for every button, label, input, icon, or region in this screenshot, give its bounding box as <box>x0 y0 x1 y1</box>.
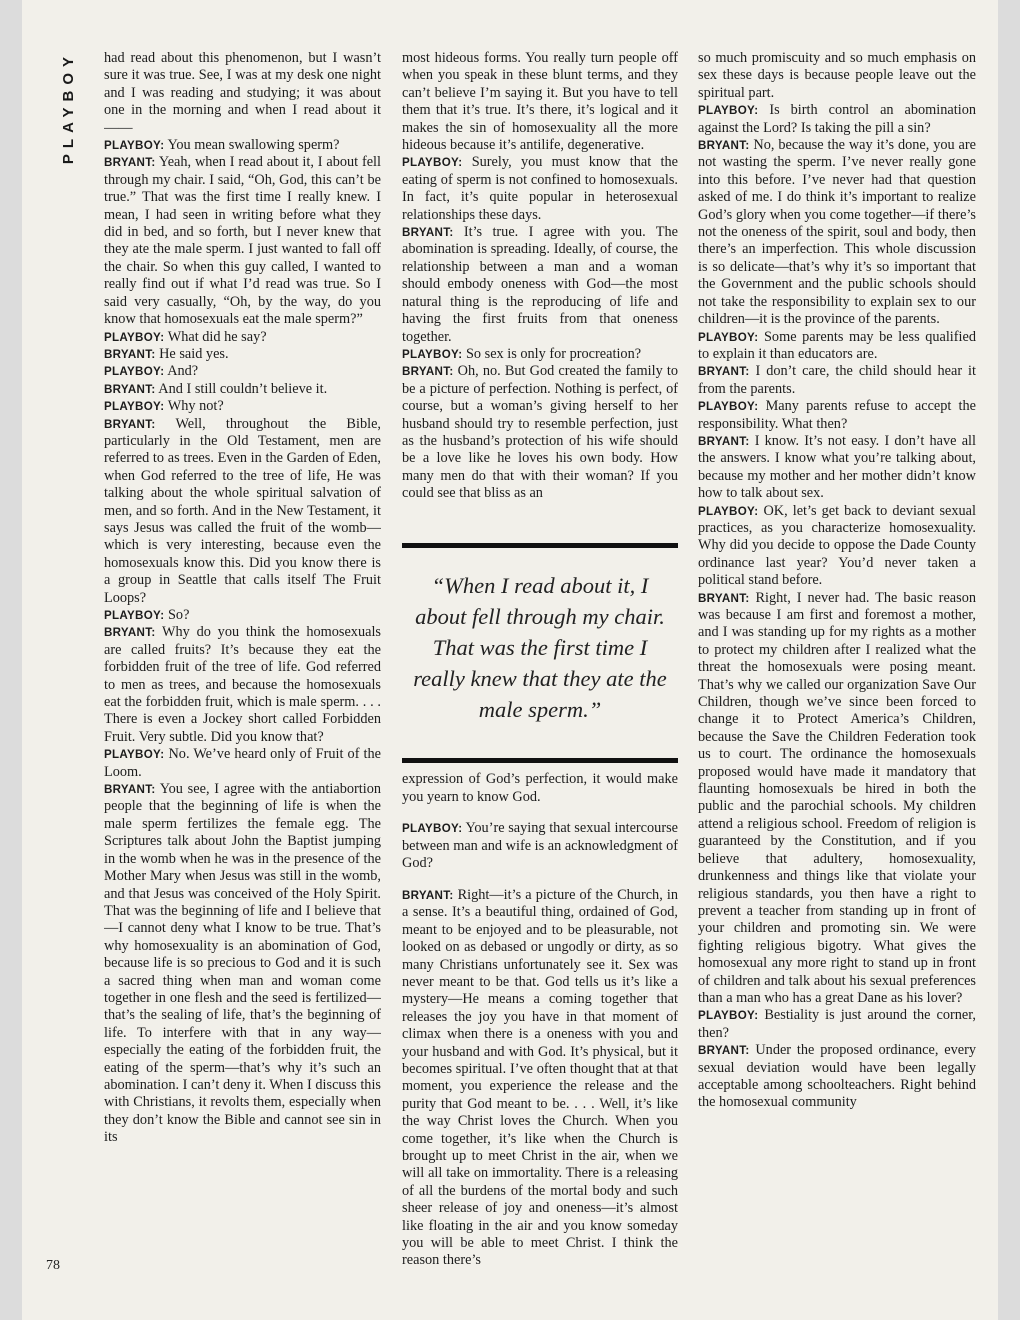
paragraph-text: Right—it’s a picture of the Church, in a sense. It’s a beautiful thing, ordained of God, meant to be enjoyed and to be pleasurable, not looked on as debased or ungodly or dirty, as so many Christians unfortunately see it. Sex was never meant to be that. God tells us it’s like a mystery—He means a coming together that releases the joy you have in that moment of climax when there is a oneness with you and your husband and with God. It’s physical, but it becomes spiritual. I’ve often thought that at that moment, you experience the release and the purity that God meant to be. . . . Well, it’s like the way Christ loves the Church. When you come together, it’s like when the Church is brought up to meet Christ in the air, when we will all take on immortality. There is a releasing of all the burdens of the mortal body and such sheer release of joy and oneness—it’s almost like floating in the air and you know someday you will be able to meet Christ. I think the reason there’s <box>402 886 678 1269</box>
speaker-label: PLAYBOY: <box>104 330 165 344</box>
interview-paragraph <box>104 381 381 398</box>
paragraph-text: Is birth control an abomination against the Lord? Is taking the pill a sin? <box>698 102 976 136</box>
pull-quote-text: “When I read about it, I about fell through my chair. That was the first time I really knew that they ate the male sperm.” <box>413 573 667 722</box>
interview-paragraph <box>698 503 976 590</box>
paragraph-text: Why not? <box>167 398 224 415</box>
paragraph-text: Yeah, when I read about it, I about fell through my chair. I said, “Oh, God, this can’t be true.” That was the first time I really knew. I mean, I had seen in writing before what they did in bed, and so forth, but I never knew that they ate the male sperm. I just wanted to fall off the chair. So when this guy called, I wanted to really find out if what I’d read was true. So I said very casually, “Oh, by the way, do you know that homosexuals eat the male sperm?” <box>104 154 381 328</box>
interview-paragraph <box>104 154 381 328</box>
speaker-label: PLAYBOY: <box>698 504 759 518</box>
speaker-label: PLAYBOY: <box>104 139 165 153</box>
interview-paragraph <box>402 363 678 502</box>
interview-paragraph <box>402 346 678 363</box>
paragraph-text: So sex is only for procreation? <box>465 345 642 362</box>
paragraph-text: I know. It’s not easy. I don’t have all the answers. I know what you’re talking about, because my mother and her mother didn’t know how to talk about sex. <box>698 432 976 502</box>
paragraph-text: OK, let’s get back to deviant sexual practices, as you characterize homosexuality. Why did you decide to oppose the Dade County ordinance last year? You’d never taken a political stand before. <box>698 502 976 589</box>
paragraph-text: Surely, you must know that the eating of sperm is not confined to homosexuals. In fact, it’s quite popular in heterosexual relationships these days. <box>402 154 678 223</box>
paragraph-text: He said yes. <box>159 345 229 362</box>
interview-paragraph <box>104 781 381 1147</box>
paragraph-text: expression of God’s perfection, it would make you yearn to know God. <box>402 771 678 805</box>
paragraph-text: Under the proposed ordinance, every sexual deviation would have been legally acceptable among schoolteachers. Right behind the homosexual community <box>698 1042 976 1111</box>
interview-paragraph <box>698 363 976 398</box>
interview-paragraph <box>104 363 381 380</box>
paragraph-text: No. We’ve heard only of Fruit of the Loom. <box>104 746 381 780</box>
interview-paragraph <box>402 224 678 346</box>
interview-paragraph <box>698 50 976 102</box>
paragraph-text: Some parents may be less qualified to explain it than educators are. <box>698 328 976 362</box>
page-number: 78 <box>46 1258 60 1273</box>
interview-paragraph <box>698 433 976 503</box>
paragraph-text: Many parents refuse to accept the responsibility. What then? <box>698 398 976 432</box>
speaker-label: PLAYBOY: <box>104 365 165 379</box>
masthead <box>56 42 82 172</box>
interview-paragraph <box>402 887 678 1270</box>
interview-paragraph <box>104 329 381 346</box>
paragraph-text: Oh, no. But God created the family to be a picture of perfection. Nothing is perfect, of course, but a woman’s giving herself to her husband should try to resemble perfection, just as the husband’s protection of his wife should be a love like he loves his own body. How many men do that with their woman? If you could see that bliss as an <box>402 363 678 502</box>
speaker-label: BRYANT: <box>104 417 156 431</box>
speaker-label: BRYANT: <box>402 226 454 240</box>
paragraph-text: Right, I never had. The basic reason was because I am first and foremost a mother, and I was standing up for my rights as a mother to protect my children after I realized what the threat the homosexuals were posing meant. That’s why we called our organization Save Our Children, though we’ve since been forced to change it to Protect America’s Children, because the Save the Children Federation took us to court. The ordinance the homosexuals proposed would have made it mandatory that flaunting homosexuals be hired in both the public and the parochial schools. My children attend a religious school. Freedom of religion is guaranteed by the Constitution, and if you believe that adultery, homosexuality, drunkenness and things like that violate your religious standards, you then have a right to prevent a teacher from standing up in front of your children and promoting sin. We were fighting religious bigotry. What gives the homosexual any more right to stand up in front of children and talk about his sexual preferences than a man who has a great Dane as his lover? <box>698 589 976 1006</box>
speaker-label: BRYANT: <box>698 139 750 153</box>
column-2-top <box>402 50 678 526</box>
speaker-label: BRYANT: <box>698 591 750 605</box>
paragraph-text: You see, I agree with the antiabortion people that the beginning of life is when the male sperm fertilizes the female egg. The Scriptures talk about John the Baptist jumping in the womb when he was in the presence of the Mother Mary when Jesus was still in the womb, and that Jesus was conceived of the Holy Spirit. That was the beginning of life and I believe that—I cannot deny what I know to be true. That’s why homosexuality is an abomination of God, because life is so precious to God and it is such a sacred thing when man and woman come together in one flesh and the seed is fertilized—that’s the sealing of life, that’s the beginning of life. To interfere with that in any way—especially the eating of the forbidden fruit, the eating of the sperm—that’s why it’s such an abomination. I can’t deny it. When I discuss this with Christians, it revolts them, especially when they don’t know the Bible and cannot see sin in its <box>104 781 381 1146</box>
column-1 <box>104 50 381 1280</box>
paragraph-text: most hideous forms. You really turn people off when you speak in these blunt terms, and they can’t believe I’m saying it. But you have to tell them that it’s true. It’s there, it’s logical and it makes the sin of homosexuality all the more hideous because it’s antilife, degenerative. <box>402 50 678 154</box>
interview-paragraph <box>698 398 976 433</box>
pull-quote <box>402 543 678 763</box>
paragraph-text: So? <box>167 607 190 623</box>
paragraph-text: Why do you think the homosexuals are called fruits? It’s because they eat the forbidden fruit of the tree of life. God referred to men as trees, and because the homosexuals eat the forbidden fruit, which is male sperm. . . . There is even a Jockey short called Forbidden Fruit. Very subtle. Did you know that? <box>104 624 381 745</box>
speaker-label: PLAYBOY: <box>698 1009 759 1023</box>
interview-paragraph <box>104 416 381 607</box>
speaker-label: PLAYBOY: <box>104 609 165 622</box>
interview-paragraph <box>698 1007 976 1042</box>
paragraph-text: What did he say? <box>167 328 267 345</box>
speaker-label: PLAYBOY: <box>698 104 759 118</box>
speaker-label: BRYANT: <box>698 365 750 379</box>
speaker-label: PLAYBOY: <box>402 822 463 836</box>
interview-paragraph <box>104 50 381 137</box>
speaker-label: BRYANT: <box>402 888 454 902</box>
speaker-label: BRYANT: <box>104 156 156 170</box>
interview-paragraph <box>104 607 381 624</box>
speaker-label: PLAYBOY: <box>104 400 165 414</box>
speaker-label: BRYANT: <box>698 1044 750 1058</box>
magazine-page <box>22 0 998 1320</box>
interview-paragraph <box>402 50 678 154</box>
interview-paragraph <box>402 820 678 872</box>
paragraph-text: It’s true. I agree with you. The abomination is spreading. Ideally, of course, the relationship between a man and a woman should embody oneness with God—the most natural thing is the reproducing of life and having the first fruits from that oneness together. <box>402 224 678 345</box>
speaker-label: BRYANT: <box>104 783 156 797</box>
speaker-label: PLAYBOY: <box>698 400 759 414</box>
paragraph-text: You’re saying that sexual intercourse between man and wife is an acknowledgment of God? <box>402 820 678 872</box>
speaker-label: PLAYBOY: <box>402 347 463 361</box>
interview-paragraph <box>104 746 381 781</box>
paragraph-text: You mean swallowing sperm? <box>167 137 340 154</box>
interview-paragraph <box>104 137 381 154</box>
speaker-label: BRYANT: <box>104 382 156 396</box>
interview-paragraph <box>104 398 381 415</box>
interview-paragraph <box>698 1042 976 1112</box>
paragraph-text: I don’t care, the child should hear it from the parents. <box>698 363 976 397</box>
column-2-bottom <box>402 757 678 1280</box>
interview-paragraph <box>698 137 976 328</box>
speaker-label: PLAYBOY: <box>698 330 759 344</box>
interview-paragraph <box>104 346 381 363</box>
interview-paragraph <box>698 102 976 137</box>
paragraph-text: Bestiality is just around the corner, then? <box>698 1007 976 1041</box>
interview-paragraph <box>402 154 678 224</box>
speaker-label: BRYANT: <box>104 626 156 640</box>
speaker-label: BRYANT: <box>402 365 454 379</box>
paragraph-text: so much promiscuity and so much emphasis on sex these days is because people leave out the spiritual part. <box>698 50 976 101</box>
paragraph-text: had read about this phenomenon, but I wasn’t sure it was true. See, I was at my desk one night and I was reading and studying; it was about one in the morning and when I read about it—— <box>104 50 381 136</box>
paragraph-text: And I still couldn’t believe it. <box>158 380 328 397</box>
paragraph-text: And? <box>167 363 199 380</box>
interview-paragraph <box>104 624 381 746</box>
paragraph-text: No, because the way it’s done, you are not wasting the sperm. I’ve never really gone into this before. I’ve never had that question asked of me. I do think it’s important to realize God’s glory when you come together—if there’s not the oneness of the spirit, soul and body, then there’s an imperfection. This whole discussion is so delicate—that’s why it’s so important that the Government and the public schools should not take the responsibility to explain sex to our children—it is the province of the parents. <box>698 137 976 328</box>
paragraph-text: Well, throughout the Bible, particularly in the Old Testament, men are referred to as trees. Even in the Garden of Eden, when God referred to the tree of life, He was talking about the whole spiritual salvation of men, and so forth. And in the New Testament, it says Jesus was called the fruit of the womb—which is very interesting, because even the homosexuals know this. Did you know there is a group in Seattle that calls itself The Fruit Loops? <box>104 415 381 606</box>
column-3 <box>698 50 976 1280</box>
speaker-label: BRYANT: <box>698 434 750 448</box>
interview-paragraph <box>402 771 678 806</box>
speaker-label: PLAYBOY: <box>402 156 463 170</box>
interview-paragraph <box>698 329 976 364</box>
interview-paragraph <box>698 590 976 1008</box>
masthead-text: PLAYBOY <box>60 50 78 164</box>
speaker-label: PLAYBOY: <box>104 748 165 762</box>
speaker-label: BRYANT: <box>104 347 156 361</box>
